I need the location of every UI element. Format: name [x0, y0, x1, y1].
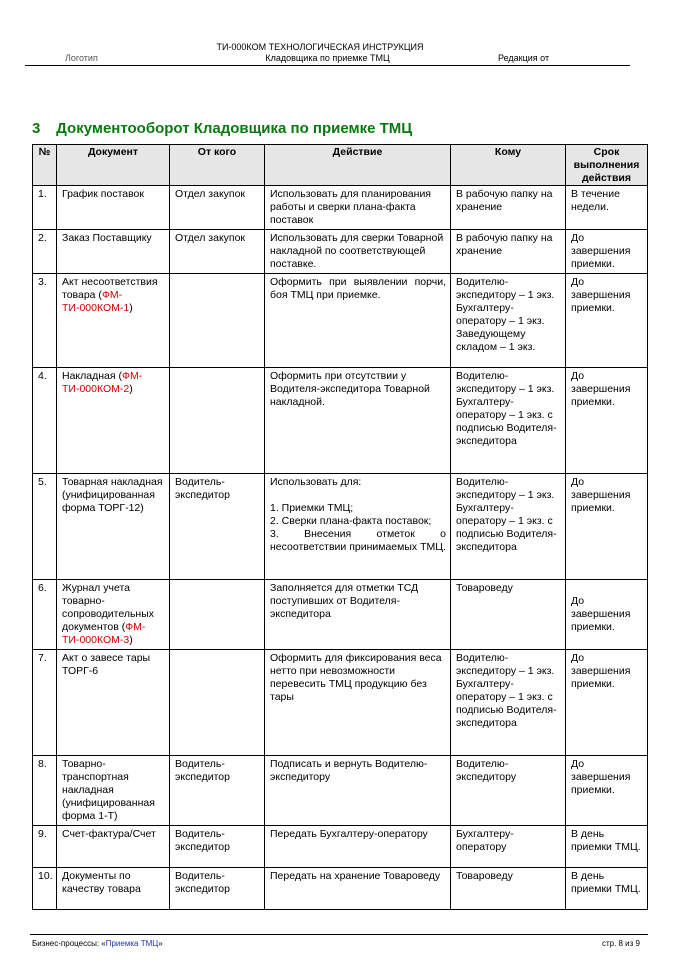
row-document: Документы по качеству товара [57, 868, 170, 910]
row-deadline: До завершения приемки. [566, 650, 648, 756]
table-row [33, 650, 648, 756]
footer-prefix: Бизнес-процессы: « [32, 939, 106, 948]
table-row [33, 474, 648, 580]
row-document: Заказ Поставщику [57, 230, 170, 274]
revision-label: Редакция от [498, 53, 550, 63]
row-number: 3. [33, 274, 57, 368]
row-document: Акт о завесе тары ТОРГ-6 [57, 650, 170, 756]
table-row [33, 826, 648, 868]
section-heading [32, 120, 412, 137]
row-number: 1. [33, 186, 57, 230]
table-row [33, 756, 648, 826]
column-header-number: № [33, 145, 57, 186]
row-action: Передать на хранение Товароведу [265, 868, 451, 910]
section-number: 3 [32, 120, 41, 137]
row-to: Водителю-экспедитору – 1 экз. Бухгалтеру-оператору – 1 экз. с подписью Водителя-экспедитора [451, 474, 566, 580]
row-number: 8. [33, 756, 57, 826]
footer-suffix: » [158, 939, 163, 948]
row-document [57, 368, 170, 474]
row-action: Использовать для сверки Товарной накладной по соответствующей поставке. [265, 230, 451, 274]
document-name-tail: ) [129, 383, 133, 395]
row-number: 5. [33, 474, 57, 580]
table-header-row [33, 145, 648, 186]
row-to: Водителю-экспедитору [451, 756, 566, 826]
document-name-tail: ) [129, 302, 133, 314]
row-to: Бухгалтеру-оператору [451, 826, 566, 868]
row-action: Подписать и вернуть Водителю-экспедитору [265, 756, 451, 826]
action-intro: Использовать для: [270, 476, 362, 488]
row-action: Заполняется для отметки ТСД поступивших от Водителя-экспедитора [265, 580, 451, 650]
form-reference-link[interactable]: ФМ-ТИ-000КОМ-1 [62, 289, 130, 314]
table-row [33, 186, 648, 230]
footer-divider [30, 934, 648, 935]
row-to: В рабочую папку на хранение [451, 230, 566, 274]
table-row [33, 274, 648, 368]
row-deadline: В день приемки ТМЦ. [566, 868, 648, 910]
row-number: 9. [33, 826, 57, 868]
row-from: Отдел закупок [170, 230, 265, 274]
row-deadline: В день приемки ТМЦ. [566, 826, 648, 868]
row-document: Счет-фактура/Счет [57, 826, 170, 868]
column-header-from: От кого [170, 145, 265, 186]
row-to: Водителю-экспедитору – 1 экз. Бухгалтеру-оператору – 1 экз. Заведующему складом – 1 экз. [451, 274, 566, 368]
row-from [170, 580, 265, 650]
action-item: 2. Сверки плана-факта поставок; [270, 515, 432, 527]
document-flow-table [32, 144, 648, 910]
document-name: Накладная ( [62, 370, 122, 382]
row-from: Водитель-экспедитор [170, 756, 265, 826]
row-to: Товароведу [451, 868, 566, 910]
logo-placeholder: Логотип [65, 53, 98, 63]
page-header [25, 53, 630, 66]
table-row [33, 868, 648, 910]
row-number: 7. [33, 650, 57, 756]
row-deadline: До завершения приемки. [566, 230, 648, 274]
row-document: Товарно-транспортная накладная (унифицированная форма 1-Т) [57, 756, 170, 826]
table-row [33, 368, 648, 474]
row-action: Использовать для планирования работы и сверки плана-факта поставок [265, 186, 451, 230]
row-document: График поставок [57, 186, 170, 230]
document-code-title: ТИ-000КОМ ТЕХНОЛОГИЧЕСКАЯ ИНСТРУКЦИЯ [216, 42, 424, 52]
row-from: Отдел закупок [170, 186, 265, 230]
row-document [57, 580, 170, 650]
row-deadline: До завершения приемки. [566, 368, 648, 474]
process-link[interactable]: Приемка ТМЦ [105, 939, 159, 948]
row-action: Оформить для фиксирования веса нетто при невозможности перевесить ТМЦ продукцию без тары [265, 650, 451, 756]
row-number: 10. [33, 868, 57, 910]
row-from [170, 368, 265, 474]
table-row [33, 230, 648, 274]
row-from: Водитель-экспедитор [170, 474, 265, 580]
row-from [170, 274, 265, 368]
footer-process [32, 939, 163, 948]
row-from [170, 650, 265, 756]
table-row [33, 580, 648, 650]
row-action: Оформить при отсутствии у Водителя-экспедитора Товарной накладной. [265, 368, 451, 474]
row-document: Товарная накладная (унифицированная форма ТОРГ-12) [57, 474, 170, 580]
row-to: Водителю-экспедитору – 1 экз. Бухгалтеру-оператору – 1 экз. с подписью Водителя-экспедитора [451, 368, 566, 474]
document-name: Акт несоответствия товара ( [62, 276, 158, 301]
column-header-to: Кому [451, 145, 566, 186]
row-deadline: До завершения приемки. [566, 274, 648, 368]
section-title: Документооборот Кладовщика по приемке ТМЦ [56, 120, 413, 137]
row-deadline: До завершения приемки. [566, 756, 648, 826]
row-deadline: До завершения приемки. [566, 474, 648, 580]
row-to: Товароведу [451, 580, 566, 650]
row-deadline: В течение недели. [566, 186, 648, 230]
column-header-deadline: Срок выполнения действия [566, 145, 648, 186]
row-number: 4. [33, 368, 57, 474]
row-action: Оформить при выявлении порчи, боя ТМЦ при приемке. [265, 274, 451, 368]
row-to: В рабочую папку на хранение [451, 186, 566, 230]
document-name: Журнал учета товарно-сопроводительных документов ( [62, 582, 155, 633]
document-subtitle: Кладовщика по приемке ТМЦ [265, 53, 390, 63]
row-action [265, 474, 451, 580]
row-number: 6. [33, 580, 57, 650]
page-number: стр. 8 из 9 [601, 939, 640, 948]
column-header-action: Действие [265, 145, 451, 186]
form-reference-link[interactable]: ФМ-ТИ-000КОМ-2 [62, 370, 143, 395]
row-action: Передать Бухгалтеру-оператору [265, 826, 451, 868]
row-from: Водитель-экспедитор [170, 826, 265, 868]
row-number: 2. [33, 230, 57, 274]
row-deadline: До завершения приемки. [566, 580, 648, 650]
action-item: 1. Приемки ТМЦ; [270, 502, 354, 514]
row-document [57, 274, 170, 368]
document-name-tail: ) [129, 634, 133, 646]
column-header-document: Документ [57, 145, 170, 186]
row-to: Водителю-экспедитору – 1 экз. Бухгалтеру-оператору – 1 экз. с подписью Водителя-экспедитора [451, 650, 566, 756]
action-item: 3. Внесения отметок о несоответствии принимаемых ТМЦ. [270, 528, 446, 553]
row-from: Водитель-экспедитор [170, 868, 265, 910]
form-reference-link[interactable]: ФМ-ТИ-000КОМ-3 [62, 621, 146, 646]
